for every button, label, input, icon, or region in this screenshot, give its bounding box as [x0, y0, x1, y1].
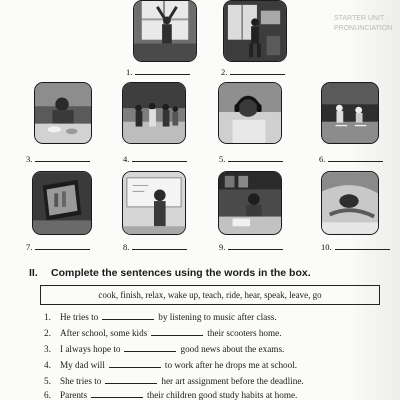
sentence-4: 4. My dad will to work after he drops me at school. [44, 360, 298, 370]
answer-line[interactable] [335, 242, 390, 250]
photo-7 [32, 171, 92, 235]
answer-line[interactable] [228, 242, 283, 250]
photo-number-7: 7. [26, 242, 90, 252]
photo-9 [218, 171, 282, 235]
answer-line[interactable] [230, 67, 285, 75]
answer-line[interactable] [328, 154, 383, 162]
facing-page-text: STARTER UNIT · PRONUNCIATION [334, 15, 393, 32]
answer-line[interactable] [228, 154, 283, 162]
girl-studying-desk-icon [219, 172, 281, 234]
sentence-5: 5. She tries to her art assignment before the deadline. [44, 376, 304, 386]
answer-blank[interactable] [91, 389, 143, 398]
person-laptop-icon [33, 172, 91, 234]
photo-8 [122, 171, 186, 235]
photo-number-6: 6. [319, 154, 383, 164]
answer-line[interactable] [132, 242, 187, 250]
sentence-1: 1. He tries to by listening to music after class. [44, 312, 277, 322]
answer-line[interactable] [135, 67, 190, 75]
answer-blank[interactable] [102, 311, 154, 320]
photo-4 [122, 82, 186, 144]
exercise-instruction: Complete the sentences using the words in the box. [51, 267, 311, 279]
photo-10 [321, 171, 379, 235]
sentence-3: 3. I always hope to good news about the exams. [44, 344, 285, 354]
photo-number-8: 8. [123, 242, 187, 252]
photo-number-4: 4. [123, 154, 187, 164]
answer-line[interactable] [35, 242, 90, 250]
person-sleeping-icon [322, 172, 378, 234]
person-stretching-window-icon [134, 1, 196, 61]
exercise-number: II. [29, 267, 38, 279]
photo-number-1: 1. [126, 67, 190, 77]
photo-number-5: 5. [219, 154, 283, 164]
people-walking-street-icon [123, 83, 185, 143]
photo-number-9: 9. [219, 242, 283, 252]
answer-blank[interactable] [105, 375, 157, 384]
answer-blank[interactable] [124, 343, 176, 352]
photo-number-10: 10. [321, 242, 390, 252]
photo-number-2: 2. [221, 67, 285, 77]
boy-eating-table-icon [35, 83, 91, 143]
photo-3 [34, 82, 92, 144]
answer-blank[interactable] [109, 359, 161, 368]
exercise-2-heading [29, 267, 311, 279]
man-headphones-icon [219, 83, 281, 143]
photo-2 [223, 0, 287, 62]
person-walking-room-icon [224, 1, 286, 61]
answer-line[interactable] [35, 154, 90, 162]
answer-line[interactable] [132, 154, 187, 162]
kids-riding-scooters-icon [322, 83, 378, 143]
woman-blackboard-icon [123, 172, 185, 234]
answer-blank[interactable] [151, 327, 203, 336]
word-box: cook, finish, relax, wake up, teach, ride, hear, speak, leave, go [40, 285, 380, 305]
sentence-2: 2. After school, some kids their scooters home. [44, 328, 282, 338]
photo-5 [218, 82, 282, 144]
photo-number-3: 3. [26, 154, 90, 164]
sentence-6: 6. Parents their children good study habits at home. [44, 390, 298, 400]
photo-1 [133, 0, 197, 62]
photo-6 [321, 82, 379, 144]
